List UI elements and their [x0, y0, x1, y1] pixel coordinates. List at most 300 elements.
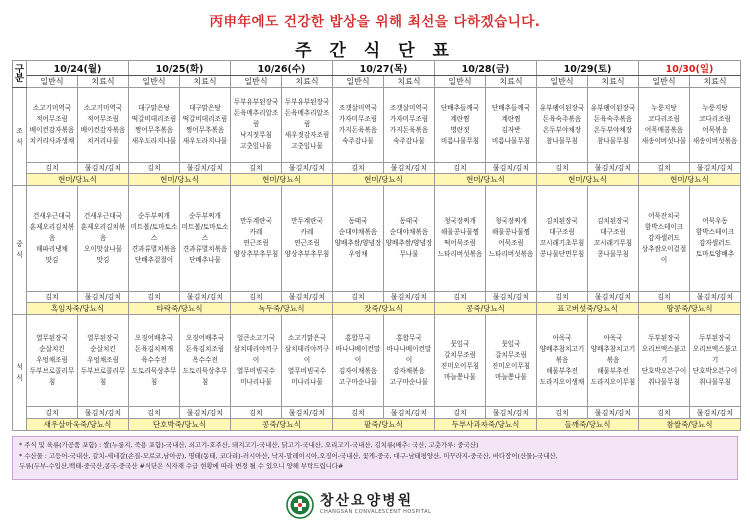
dish-item: 코다리조림 — [648, 114, 680, 123]
dish-item: 함박스테이크 — [644, 222, 684, 231]
dish-item: 누룽지탕 — [651, 103, 677, 112]
menu-cell — [333, 88, 384, 163]
meal-type-header: 일반식 — [639, 76, 690, 88]
menu-cell — [384, 186, 435, 291]
dish-item: 우엉채조림 — [87, 356, 119, 365]
dish-item: 가자미무조림 — [338, 114, 378, 123]
dish-item: 대구맑은탕 — [138, 103, 170, 112]
menu-cell — [639, 88, 690, 163]
dish-item: 토마토양배추 — [695, 250, 735, 259]
menu-cell — [180, 186, 231, 291]
meal-type-header: 치료식 — [486, 76, 537, 88]
menu-cell — [282, 88, 333, 163]
common-menu-cell: 현미/당뇨식 — [231, 173, 333, 185]
common-menu-cell: 현미/당뇨식 — [27, 173, 129, 185]
menu-cell — [690, 186, 741, 291]
common-menu-cell: 현미/당뇨식 — [537, 173, 639, 185]
side-dish-cell: 김치 — [129, 407, 180, 418]
dish-item: 바나나베이컨말이 — [386, 345, 432, 365]
dish-item: 오징어배추국 — [185, 334, 225, 343]
dish-item: 아욱국 — [552, 334, 572, 343]
side-dish-cell: 물김치/김치 — [78, 162, 129, 173]
side-dish-cell: 김치 — [639, 407, 690, 418]
dish-item: 갈치무조림 — [495, 350, 527, 359]
side-dish-cell: 김치 — [333, 162, 384, 173]
dish-item: 진미오이무침 — [440, 361, 480, 370]
side-dish-cell: 김치 — [27, 291, 78, 302]
meal-type-header: 치료식 — [690, 76, 741, 88]
dish-item: 돈육메추리알조림 — [284, 109, 330, 129]
menu-cell — [129, 186, 180, 291]
side-dish-cell: 물김치/김치 — [690, 162, 741, 173]
dish-item: 온두부야채장 — [593, 125, 633, 134]
dish-item: 고구마순나물 — [338, 378, 378, 387]
dish-item: 순살치킨 — [39, 345, 65, 354]
dish-item: 얼큰소고기국 — [236, 334, 276, 343]
dish-item: 만두계란국 — [291, 217, 323, 226]
dish-item: 고구마순나물 — [389, 378, 429, 387]
hospital-english-name: CHANGSAN CONVALESCENT HOSPITAL — [320, 509, 432, 515]
menu-cell — [588, 315, 639, 407]
lunch-dish-row — [13, 186, 741, 291]
side-dish-cell: 김치 — [435, 162, 486, 173]
dish-item: 상추쌈오이겉절이 — [641, 244, 687, 264]
dish-item: 훈제오리김치볶음 — [80, 222, 126, 242]
dish-item: 열무된장국 — [36, 334, 68, 343]
menu-cell — [282, 186, 333, 291]
note-line: 두류(두부-수입산,백태-중국산,콩국-중국산 #식단은 식자재 수급 현황에 따라 변경 될 수 있으니 양해 부탁드립니다# — [19, 462, 344, 470]
dish-item: 새송이버섯나물 — [641, 136, 687, 145]
dish-item: 무나물 — [399, 250, 419, 259]
side-dish-cell: 물김치/김치 — [282, 291, 333, 302]
dish-item: 숙주감나물 — [393, 136, 425, 145]
dish-item: 어묵우동 — [702, 217, 728, 226]
dish-item: 돈육김치조림 — [185, 345, 225, 354]
dish-item: 소고기맑은국 — [287, 334, 327, 343]
breakfast-side-row — [13, 162, 741, 173]
side-dish-cell: 물김치/김치 — [180, 162, 231, 173]
dish-item: 순살치킨 — [90, 345, 116, 354]
dish-item: 어묵볶음 — [702, 125, 728, 134]
dish-item: 맛김 — [45, 255, 59, 264]
hospital-name: 창산요양병원 — [320, 493, 414, 509]
menu-cell — [129, 88, 180, 163]
side-dish-cell: 물김치/김치 — [690, 407, 741, 418]
menu-cell — [486, 315, 537, 407]
common-menu-cell: 땅콩죽/당뇨식 — [639, 302, 741, 314]
menu-cell — [180, 315, 231, 407]
common-menu-cell: 흑임자죽/당뇨식 — [27, 302, 129, 314]
day-header: 10/27(목) — [333, 61, 435, 76]
menu-cell — [435, 186, 486, 291]
dish-item: 누룽지탕 — [702, 103, 728, 112]
menu-cell — [333, 315, 384, 407]
dish-item: 감자샐러드 — [699, 239, 731, 248]
dish-item: 동태국 — [348, 217, 368, 226]
menu-cell — [78, 186, 129, 291]
dish-item: 마늘쫑나물 — [495, 372, 527, 381]
side-dish-cell: 물김치/김치 — [78, 291, 129, 302]
day-header: 10/30(일) — [639, 61, 741, 76]
menu-cell — [78, 88, 129, 163]
lunch-section-label: 중 식 — [13, 186, 27, 315]
dish-item: 갈치무조림 — [444, 350, 476, 359]
dish-item: 돈육숙주볶음 — [593, 114, 633, 123]
dish-item: 꼬시래기무침 — [593, 239, 633, 248]
breakfast-section-label: 조 식 — [13, 88, 27, 186]
side-dish-cell: 김치 — [639, 162, 690, 173]
dish-item: 코다리조림 — [699, 114, 731, 123]
menu-cell — [180, 88, 231, 163]
side-dish-cell: 물김치/김치 — [384, 291, 435, 302]
dish-item: 어묵조림 — [498, 239, 524, 248]
menu-cell — [435, 88, 486, 163]
dish-item: 대구조림 — [549, 228, 575, 237]
dish-item: 김자이채볶음 — [338, 367, 378, 376]
dish-item: 순두부찌개 — [138, 211, 170, 220]
dish-item: 오리브엑스불고기 — [641, 345, 687, 365]
common-menu-cell: 현미/당뇨식 — [333, 173, 435, 185]
dish-item: 취나물무침 — [699, 378, 731, 387]
common-menu-cell: 콩죽/당뇨식 — [435, 302, 537, 314]
menu-cell — [384, 315, 435, 407]
breakfast-dish-row — [13, 88, 741, 163]
dish-item: 순대야채볶음 — [338, 228, 378, 237]
menu-cell — [639, 186, 690, 291]
menu-cell — [231, 186, 282, 291]
side-dish-cell: 김치 — [639, 291, 690, 302]
menu-cell — [588, 186, 639, 291]
page-title: 주 간 식 단 표 — [295, 41, 455, 61]
meal-type-header: 일반식 — [231, 76, 282, 88]
side-dish-cell: 김치 — [435, 407, 486, 418]
dish-item: 진미오이무침 — [491, 361, 531, 370]
side-dish-cell: 물김치/김치 — [588, 407, 639, 418]
side-dish-cell: 김치 — [129, 162, 180, 173]
date-row — [13, 61, 741, 76]
dish-item: 해물콩나물찜 — [491, 228, 531, 237]
dish-item: 고춧잎나물 — [240, 142, 272, 151]
day-header: 10/24(월) — [27, 61, 129, 76]
dish-item: 카레 — [249, 228, 263, 237]
dish-item: 두부유부된장국 — [284, 98, 330, 107]
dish-item: 비름나물무침 — [491, 136, 531, 145]
side-dish-cell: 물김치/김치 — [180, 291, 231, 302]
common-menu-cell: 새우살아욱죽/당뇨식 — [27, 418, 129, 430]
dish-item: 참나물무침 — [546, 136, 578, 145]
dish-item: 적어무조림 — [87, 114, 119, 123]
side-dish-cell: 물김치/김치 — [588, 291, 639, 302]
side-dish-cell: 김치 — [231, 291, 282, 302]
dish-item: 단배추나물 — [189, 255, 221, 264]
meal-type-header: 치료식 — [78, 76, 129, 88]
dish-item: 양배추참치고기볶음 — [539, 345, 585, 365]
hospital-emblem-icon — [286, 491, 314, 519]
dish-item: 청국장찌개 — [444, 217, 476, 226]
dish-item: 비름나물무침 — [440, 136, 480, 145]
side-dish-cell: 김치 — [537, 162, 588, 173]
dish-item: 뭇잎국 — [501, 339, 521, 348]
dish-item: 콩나물단면무침 — [539, 250, 585, 259]
side-dish-cell: 물김치/김치 — [78, 407, 129, 418]
day-header: 10/29(토) — [537, 61, 639, 76]
dinner-section-label: 석 식 — [13, 315, 27, 431]
dish-item: 새우젓감자조림 — [284, 131, 330, 140]
dish-item: 취나물무침 — [648, 378, 680, 387]
side-dish-cell: 물김치/김치 — [486, 407, 537, 418]
dish-item: 육수수전 — [141, 356, 167, 365]
dish-item: 순대야채볶음 — [389, 228, 429, 237]
common-menu-cell: 표고버섯죽/당뇨식 — [537, 302, 639, 314]
dish-item: 오이맛살나물 — [83, 244, 123, 253]
side-dish-cell: 김치 — [537, 291, 588, 302]
dish-item: 양상추부추무침 — [233, 250, 279, 259]
dish-item: 돈육숙주볶음 — [542, 114, 582, 123]
dish-item: 열무비빔국수 — [287, 367, 327, 376]
dish-item: 유부팽이된장국 — [539, 103, 585, 112]
dish-item: 미트볼/토마토소스 — [130, 222, 178, 242]
dish-item: 감자채볶음 — [393, 367, 425, 376]
dish-item: 마늘쫑나물 — [444, 372, 476, 381]
common-menu-cell: 콩죽/당뇨식 — [231, 418, 333, 430]
dish-item: 느타리버섯볶음 — [437, 250, 483, 259]
type-row — [13, 76, 741, 88]
common-menu-cell: 현미/당뇨식 — [435, 173, 537, 185]
side-dish-cell: 물김치/김치 — [486, 162, 537, 173]
dish-item: 어묵잔치국 — [648, 211, 680, 220]
dish-item: 숙주감나물 — [342, 136, 374, 145]
day-header: 10/26(수) — [231, 61, 333, 76]
dish-item: 어묵매콤볶음 — [644, 125, 684, 134]
meal-type-header: 일반식 — [537, 76, 588, 88]
dish-item: 양상추부추무침 — [284, 250, 330, 259]
dish-item: 바나나베이컨말이 — [335, 345, 381, 365]
dish-item: 도토리묵상추무침 — [182, 367, 228, 387]
side-dish-cell: 물김치/김치 — [282, 162, 333, 173]
dish-item: 베이컨감자볶음 — [80, 125, 126, 134]
dish-item: 홍합무국 — [345, 334, 371, 343]
dish-item: 단호박오븐구이 — [692, 367, 738, 376]
dish-item: 카레 — [300, 228, 314, 237]
dish-item: 도라지오이생채 — [539, 378, 585, 387]
dish-item: 양배추쌈/양념장 — [334, 239, 382, 248]
side-dish-cell: 김치 — [333, 291, 384, 302]
menu-cell — [690, 88, 741, 163]
dish-item: 유부팽이된장국 — [590, 103, 636, 112]
side-dish-cell: 김치 — [537, 407, 588, 418]
dish-item: 미트볼/토마토소스 — [181, 222, 229, 242]
dish-item: 단배추들깨국 — [440, 103, 480, 112]
common-menu-cell: 타락죽/당뇨식 — [129, 302, 231, 314]
dish-item: 감자샐러드 — [648, 233, 680, 242]
dish-item: 연근조림 — [294, 239, 320, 248]
day-header: 10/25(화) — [129, 61, 231, 76]
side-dish-cell: 물김치/김치 — [588, 162, 639, 173]
dish-item: 훈제오리김치볶음 — [29, 222, 75, 242]
menu-cell — [384, 88, 435, 163]
dish-item: 양배추참치고기볶음 — [590, 345, 636, 365]
side-dish-cell: 김치 — [231, 407, 282, 418]
dish-item: 소고기미역국 — [83, 103, 123, 112]
menu-cell — [537, 186, 588, 291]
common-menu-cell: 들깨죽/당뇨식 — [537, 418, 639, 430]
slogan: 丙申年에도 건강한 밥상을 위해 최선을 다하겠습니다. — [209, 14, 541, 30]
meal-type-header: 치료식 — [282, 76, 333, 88]
dish-item: 청국장찌개 — [495, 217, 527, 226]
dish-item: 낙지젓무침 — [240, 131, 272, 140]
dish-item: 치커리사과생채 — [29, 136, 75, 145]
menu-cell — [588, 88, 639, 163]
dish-item: 맛김 — [96, 255, 110, 264]
dish-item: 홍합무국 — [396, 334, 422, 343]
dish-item: 우엉채조림 — [36, 356, 68, 365]
side-dish-cell: 물김치/김치 — [690, 291, 741, 302]
menu-cell — [27, 186, 78, 291]
meal-type-header: 일반식 — [435, 76, 486, 88]
meal-type-header: 치료식 — [588, 76, 639, 88]
dish-item: 김치된장국 — [546, 217, 578, 226]
dish-item: 떡갈비데리조림 — [131, 114, 177, 123]
side-dish-cell: 김치 — [333, 407, 384, 418]
dish-item: 열무된장국 — [87, 334, 119, 343]
dish-item: 견과류멸치볶음 — [131, 244, 177, 253]
menu-cell — [231, 88, 282, 163]
menu-cell — [486, 88, 537, 163]
dish-item: 단호박오븐구이 — [641, 367, 687, 376]
dish-item: 느타리버섯볶음 — [488, 250, 534, 259]
dish-item: 도토리묵상추무침 — [131, 367, 177, 387]
common-menu-cell: 팥죽/당뇨식 — [333, 418, 435, 430]
menu-cell — [27, 88, 78, 163]
dish-item: 뭇잎국 — [450, 339, 470, 348]
dish-item: 김자반 — [501, 125, 521, 134]
dish-item: 소고기미역국 — [32, 103, 72, 112]
dish-item: 계란찜 — [450, 114, 470, 123]
dish-item: 고춧잎나물 — [291, 142, 323, 151]
dish-item: 조갯살미역국 — [389, 103, 429, 112]
common-menu-cell: 참쌀죽/당뇨식 — [639, 418, 741, 430]
lunch-common-row — [13, 302, 741, 314]
dish-item: 동태국 — [399, 217, 419, 226]
meal-type-header: 일반식 — [129, 76, 180, 88]
dish-item: 두부유부된장국 — [233, 98, 279, 107]
menu-cell — [231, 315, 282, 407]
dish-item: 새우도라지나물 — [131, 136, 177, 145]
side-dish-cell: 물김치/김치 — [384, 407, 435, 418]
menu-cell — [639, 315, 690, 407]
side-dish-cell: 김치 — [27, 407, 78, 418]
hospital-logo — [280, 489, 480, 519]
dish-item: 참나물무침 — [597, 136, 629, 145]
common-menu-cell: 현미/당뇨식 — [129, 173, 231, 185]
dish-item: 돈육메추리알조림 — [233, 109, 279, 129]
dish-item: 열무비빔국수 — [236, 367, 276, 376]
common-menu-cell: 녹두죽/당뇨식 — [231, 302, 333, 314]
dish-item: 새송이버섯볶음 — [692, 136, 738, 145]
meal-type-header: 일반식 — [27, 76, 78, 88]
dish-item: 단배추겉절이 — [134, 255, 174, 264]
dish-item: 견과류멸치볶음 — [182, 244, 228, 253]
dish-item: 건새우근대국 — [32, 211, 72, 220]
dish-item: 미나리나물 — [291, 378, 323, 387]
section-header: 구 분 — [13, 61, 27, 88]
menu-cell — [27, 315, 78, 407]
side-dish-cell: 김치 — [129, 291, 180, 302]
dish-item: 양배추쌈/양념장 — [385, 239, 433, 248]
menu-cell — [129, 315, 180, 407]
side-dish-cell: 김치 — [27, 162, 78, 173]
side-dish-cell: 물김치/김치 — [180, 407, 231, 418]
menu-cell — [78, 315, 129, 407]
meal-type-header: 일반식 — [333, 76, 384, 88]
menu-cell — [486, 186, 537, 291]
dish-item: 김치된장국 — [597, 217, 629, 226]
dish-item: 만두계란국 — [240, 217, 272, 226]
side-dish-cell: 물김치/김치 — [384, 162, 435, 173]
dish-item: 조갯살미역국 — [338, 103, 378, 112]
dish-item: 치커리나물 — [87, 136, 119, 145]
dish-item: 대구조림 — [600, 228, 626, 237]
dish-item: 건새우근대국 — [83, 211, 123, 220]
dish-item: 두부브로콜리무침 — [29, 367, 75, 387]
dish-item: 새우도라지나물 — [182, 136, 228, 145]
dish-item: 꼬시래기초무침 — [539, 239, 585, 248]
side-dish-cell: 김치 — [435, 291, 486, 302]
meal-type-header: 치료식 — [180, 76, 231, 88]
common-menu-cell: 단호박죽/당뇨식 — [129, 418, 231, 430]
dish-item: 온두부야채장 — [542, 125, 582, 134]
note-line: * 주식 및 육류(가공품 포함) : 쌀(누룽지, 죽용 포함)-국내산, 쇠고기-호주산, 돼지고기-국내산, 닭고기-국내산, 오리고기-국내산, 김치류(배추: 국산, 고춧가루: 중국산) — [19, 441, 479, 449]
side-dish-cell: 물김치/김치 — [486, 291, 537, 302]
dinner-dish-row — [13, 315, 741, 407]
common-menu-cell: 잣죽/당뇨식 — [333, 302, 435, 314]
dish-item: 두부된장국 — [648, 334, 680, 343]
meal-type-header: 치료식 — [384, 76, 435, 88]
menu-cell — [537, 88, 588, 163]
dish-item: 명란젓 — [450, 125, 470, 134]
dish-item: 떡갈비데리조림 — [182, 114, 228, 123]
menu-cell — [537, 315, 588, 407]
dish-item: 해물부추전 — [597, 367, 629, 376]
dish-item: 삼치데리야끼구이 — [233, 345, 279, 365]
dish-item: 쩡어무추볶음 — [134, 125, 174, 134]
dish-item: 가자미무조림 — [389, 114, 429, 123]
dish-item: 계란찜 — [501, 114, 521, 123]
dish-item: 해파리냉채 — [36, 244, 68, 253]
dish-item: 돈육김치찌개 — [134, 345, 174, 354]
origin-notes — [12, 436, 738, 480]
dish-item: 대구맑은탕 — [189, 103, 221, 112]
dish-item: 쩡어무추볶음 — [185, 125, 225, 134]
dish-item: 오리브엑스불고기 — [692, 345, 738, 365]
dish-item: 함박스테이크 — [695, 228, 735, 237]
menu-cell — [333, 186, 384, 291]
day-header: 10/28(금) — [435, 61, 537, 76]
dish-item: 두부된장국 — [699, 334, 731, 343]
dish-item: 두부브로콜리무침 — [80, 367, 126, 387]
dish-item: 단배추들깨국 — [491, 103, 531, 112]
dish-item: 도라지오이무침 — [590, 378, 636, 387]
dish-item: 순두부찌개 — [189, 211, 221, 220]
dish-item: 가지돈육볶음 — [338, 125, 378, 134]
dish-item: 베이컨감자볶음 — [29, 125, 75, 134]
dish-item: 가지돈육볶음 — [389, 125, 429, 134]
dish-item: 적어무조림 — [36, 114, 68, 123]
dinner-common-row — [13, 418, 741, 430]
lunch-side-row — [13, 291, 741, 302]
dish-item: 삼치데리야끼구이 — [284, 345, 330, 365]
menu-cell — [435, 315, 486, 407]
